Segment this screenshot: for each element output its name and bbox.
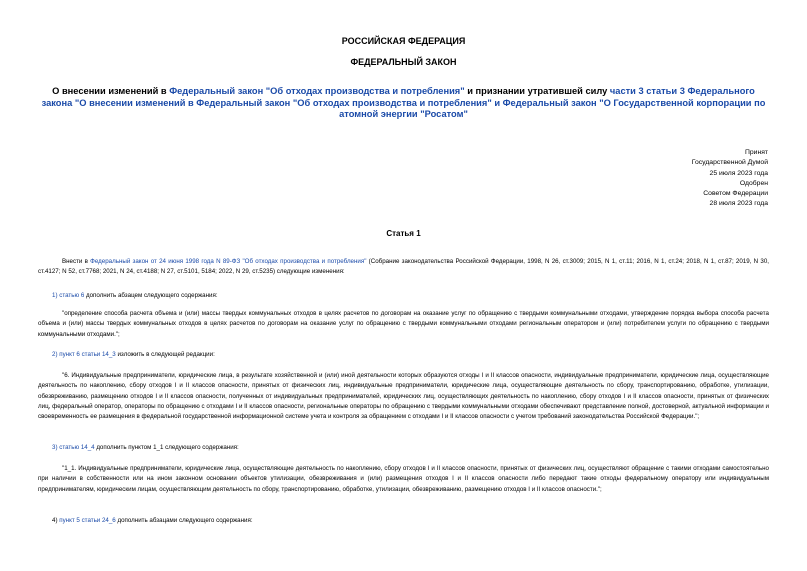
item-3-prefix: 3) bbox=[52, 444, 60, 451]
article-heading: Статья 1 bbox=[386, 229, 421, 238]
quote-1: "определение способа расчета объема и (или) массы твердых коммунальных отходов в целях расчетов по договорам на оказание услуг по обращению с твердыми коммунальными отходами, утверждение порядка выбора способа расчета объема и (или) массы твердых коммунальных отходов в целях расчетов по договорам на оказание услуг по обращению с твердыми коммунальными отходами региональным оператором и (или) потребителем услуги по обращению с твердыми коммунальными отходами."; bbox=[38, 310, 769, 338]
item-2-text: изложить в следующей редакции: bbox=[115, 351, 215, 358]
item-4-prefix: 4) bbox=[52, 517, 60, 524]
item-2 bbox=[52, 350, 769, 360]
approved-by: Советом Федерации bbox=[703, 190, 768, 198]
item-4-text: дополнить абзацами следующего содержания: bbox=[115, 517, 253, 524]
item-3-text: дополнить пунктом 1_1 следующего содержания: bbox=[94, 444, 239, 451]
item-1-text: дополнить абзацем следующего содержания: bbox=[84, 292, 218, 299]
approved-date: 28 июля 2023 года bbox=[709, 200, 768, 208]
item-2-prefix: 2) bbox=[52, 351, 60, 358]
accepted-label: Принят bbox=[744, 149, 768, 156]
item-3 bbox=[52, 443, 769, 453]
intro-paragraph bbox=[38, 257, 769, 278]
title-text-1: О внесении изменений в bbox=[52, 86, 170, 96]
item-1-link[interactable]: статью 6 bbox=[59, 292, 85, 299]
item-4-link[interactable]: пункт 5 статьи 24_6 bbox=[59, 517, 116, 524]
item-3-link[interactable]: статью 14_4 bbox=[59, 444, 95, 451]
item-2-link[interactable]: пункт 6 статьи 14_3 bbox=[59, 351, 116, 358]
accepted-by: Государственной Думой bbox=[691, 159, 768, 167]
law-title bbox=[38, 86, 769, 121]
item-1 bbox=[52, 291, 769, 301]
item-1-prefix: 1) bbox=[52, 292, 60, 299]
intro-text: (Собрание законодательства Российской Федерации, 1998, N 26, ст.3009; 2015, N 1, ст.11; 2016, N 1, ст.24; 2018, N 1, ст.87; 2019, N 30, ст.4127; N 52, ст.7768; 2021, N 24, ст.4188; N 27, ст.5101, 5184; 2022, N 29, ст.5235) следующие изменения: bbox=[38, 258, 769, 276]
acceptance-block bbox=[568, 148, 768, 210]
intro-prefix: Внести в bbox=[62, 258, 91, 265]
accepted-date: 25 июля 2023 года bbox=[709, 169, 768, 177]
item-4 bbox=[52, 516, 769, 526]
quote-2: "6. Индивидуальные предприниматели, юридические лица, в результате хозяйственной и (или) иной деятельности которых образуются отходы I и II классов опасности, индивидуальные предприниматели, юридические лица, осуществляющие деятельность по накоплению, сбору отходов I и II классов опасности, принятых от физических лиц, индивидуальные предприниматели, юридические лица, осуществляющие деятельность по сбору, транспортированию, обработке, утилизации, обезвреживанию, размещению отходов I и II классов опасности, полученных от индивидуальных предпринимателей, юридических лиц, осуществляющих деятельность по накоплению, сбору отходов I и II классов опасности, принятых от физических лиц, федеральный оператор, операторы по обращению с отходами I и II классов опасности, региональные операторы по обращению с твердыми коммунальными отходами обеспечивают представление полной, достоверной, актуальной информации и своевременность ее размещения в федеральной государственной информационной системе учета и контроля за обращением с отходами I и II классов опасности с учетом требований законодательства Российской Федерации."; bbox=[38, 372, 769, 421]
doc-type-heading: ФЕДЕРАЛЬНЫЙ ЗАКОН bbox=[350, 57, 457, 67]
title-text-2: и признании утратившей силу bbox=[464, 86, 610, 96]
country-heading: РОССИЙСКАЯ ФЕДЕРАЦИЯ bbox=[341, 36, 466, 46]
approved-label: Одобрен bbox=[739, 179, 768, 187]
title-link-article-3[interactable]: части 3 статьи 3 Федерального закона "О внесении изменений в Федеральный закон "Об отходах производства и потребления" и Федеральный закон "О Государственной корпорации по атомной энергии "Росатом" bbox=[41, 86, 766, 120]
intro-law-link[interactable]: Федеральный закон от 24 июня 1998 года N 89-ФЗ "Об отходах производства и потребления" bbox=[90, 258, 367, 265]
title-link-federal-law[interactable]: Федеральный закон "Об отходах производства и потребления" bbox=[169, 86, 465, 96]
quote-3: "1_1. Индивидуальные предприниматели, юридические лица, осуществляющие деятельность по накоплению, сбору отходов I и II классов опасности, принятых от физических лиц, осуществляют обращение с такими отходами самостоятельно при наличии в собственности или на ином законном основании объектов утилизации, обезвреживания и (или) размещения отходов I и II классов опасности либо передают такие отходы федеральному оператору или индивидуальным предпринимателям, юридическим лицам, осуществляющим деятельность по сбору, транспортированию, обработке, утилизации, обезвреживанию, размещению отходов I и II классов опасности."; bbox=[38, 465, 769, 493]
